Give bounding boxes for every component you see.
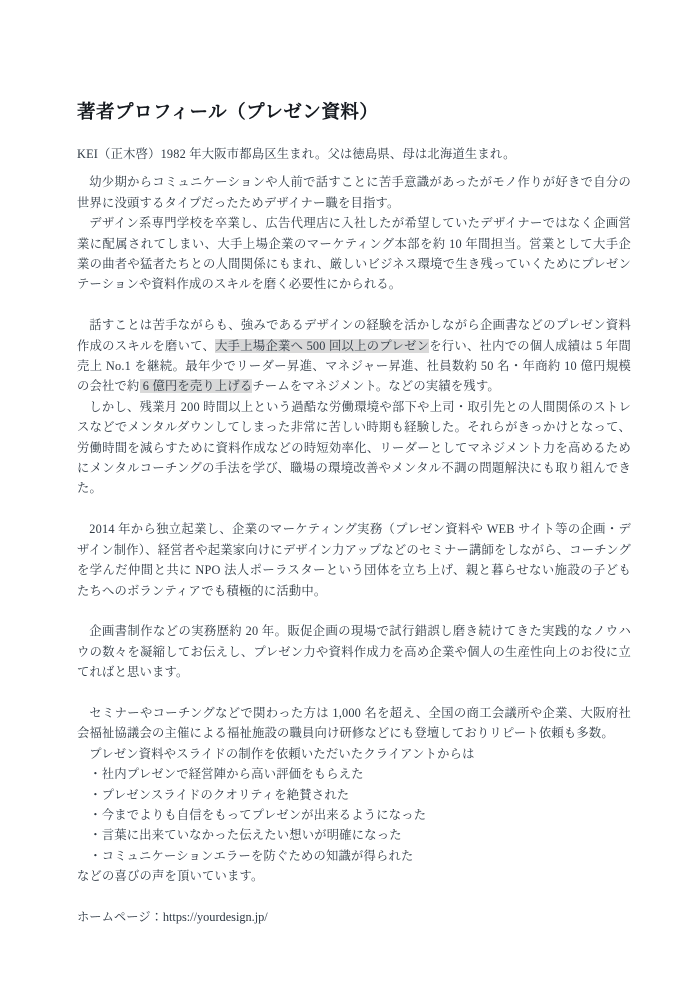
homepage-label: ホームページ： [77,909,163,924]
paragraph [77,621,631,682]
text-run: 企画書制作などの実務歴約 20 年。販促企画の現場で試行錯誤し磨き続けてきた実践的なノウハウの数々を凝縮してお伝えし、プレゼン力や資料作成力を高め企業や個人の生産性向上のお役に立てればと思います。 [77,624,631,680]
text-run: 話すことは苦手ながらも、強みであるデザインの経験を活かしながら企画書などのプレゼン資料作成のスキルを磨いて、 [77,318,631,353]
paragraph [77,519,631,601]
text-run: チームをマネジメント。などの実績を残す。 [252,379,500,394]
text-run: を行い、社内での個人成績は 5 年間売上 No.1 を継続。最年少でリーダー昇進、マネジャー昇進、社員数約 50 名・年商約 10 億円規模の会社で約 [77,338,631,394]
text-run: しかし、残業月 200 時間以上という過酷な労働環境や部下や上司・取引先との人間関係のストレスなどでメンタルダウンしてしまった非常に苦しい時期も経験した。それらがきっかけとなって、労働時間を減らすために資料作成などの時短効率化、リーダーとしてマネジメント力を高めるためにメンタルコーチングの手法を学び、職場の環境改善やメンタル不調の問題解決にも取り組んできた。 [77,399,631,496]
paragraph [77,315,631,397]
paragraph [77,213,631,295]
list-item [77,846,631,866]
text-run: ・言葉に出来ていなかった伝えたい想いが明確になった [89,828,402,843]
text-run: ・プレゼンスライドのクオリティを絶賛された [89,787,350,802]
text-run: セミナーやコーチングなどで関わった方は 1,000 名を超え、全国の商工会議所や企業、大阪府社会福祉協議会の主催による福祉施設の職員向け研修などにも登壇しておりリピート依頼も多数。 [77,705,631,741]
paragraph [77,144,631,164]
paragraph [77,866,631,886]
homepage-url: https://yourdesign.jp/ [162,909,268,924]
paragraph [77,172,631,213]
text-run: KEI（正木啓）1982 年大阪市都島区生まれ。父は徳島県、母は北海道生まれ。 [77,147,516,161]
homepage-line [77,907,631,927]
document-body [77,144,631,887]
highlighted-text: 6 億円を売り上げる [139,379,253,394]
text-run: ・社内プレゼンで経営陣から高い評価をもらえた [89,767,364,782]
paragraph [77,703,631,744]
list-item [77,805,631,825]
text-run: 幼少期からコミュニケーションや人前で話すことに苦手意識があったがモノ作りが好きで自分の世界に没頭するタイプだったためデザイナー職を目指す。 [77,175,631,210]
text-run: ・今までよりも自信をもってプレゼンが出来るようになった [89,807,427,822]
list-item [77,785,631,805]
page-title: 著者プロフィール（プレゼン資料） [77,103,379,123]
text-run: デザイン系専門学校を卒業し、広告代理店に入社したが希望していたデザイナーではなく企画営業に配属されてしまい、大手上場企業のマーケティング本部を約 10 年間担当。営業として大手企業の曲者や猛者たちとの人間関係にもまれ、厳しいビジネス環境で生き残っていくためにプレゼンテーションや資料作成のスキルを磨く必要性にかられる。 [77,216,631,292]
paragraph [77,397,631,499]
text-run: などの喜びの声を頂いています。 [77,869,264,884]
text-run: ・コミュニケーションエラーを防ぐための知識が得られた [89,848,414,863]
list-item [77,825,631,845]
list-item [77,764,631,784]
paragraph [77,744,631,764]
text-run: 2014 年から独立起業し、企業のマーケティング実務（プレゼン資料や WEB サイト等の企画・デザイン制作）、経営者や起業家向けにデザイン力アップなどのセミナー講師をしながら、コーチングを学んだ仲間と共に NPO 法人ポーラスターという団体を立ち上げ、親と暮らせない施設の子どもたちへのボランティアでも積極的に活動中。 [77,522,631,598]
highlighted-text: 大手上場企業へ 500 回以上のプレゼン [215,338,430,353]
text-run: プレゼン資料やスライドの制作を依頼いただいたクライアントからは [89,746,475,761]
